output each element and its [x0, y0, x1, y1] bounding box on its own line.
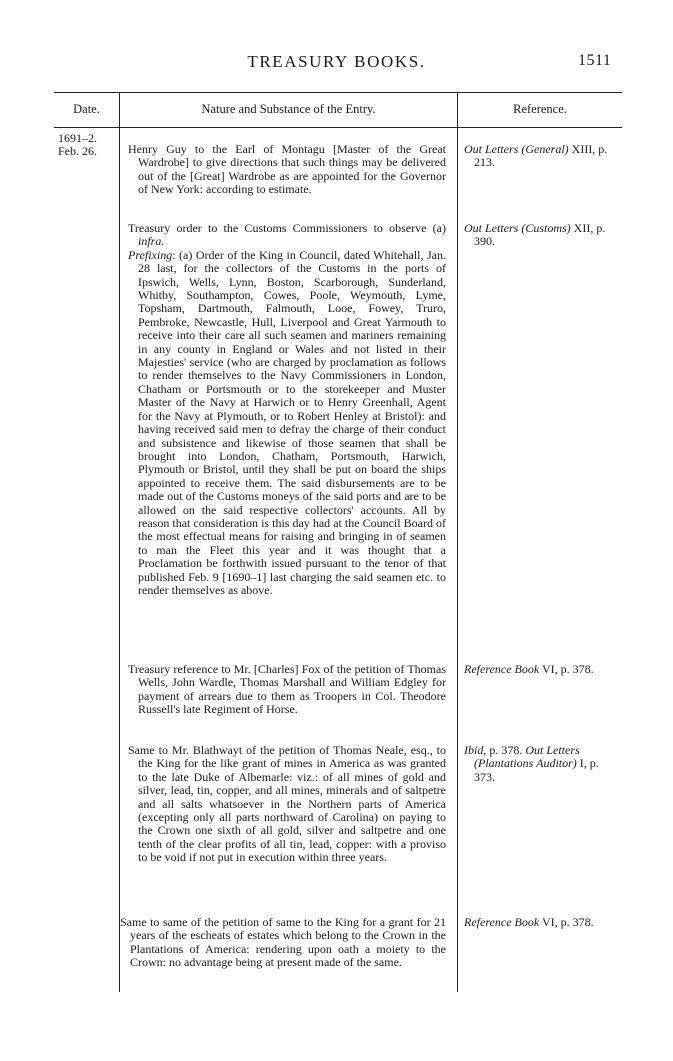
- entry-1-text: [128, 143, 446, 197]
- entry-2-reference: [464, 222, 622, 249]
- entry-3-reference: [464, 663, 622, 676]
- entry-4-reference: [464, 744, 622, 784]
- column-divider-date: [119, 92, 120, 992]
- entry-2-text: [128, 222, 446, 597]
- entry-3-ref-source: Reference Book: [464, 662, 540, 676]
- running-head: [0, 50, 673, 74]
- entry-5-reference: [464, 916, 622, 929]
- entry-2-order: Treasury order to the Customs Commissioners to observe (a): [128, 221, 446, 235]
- column-divider-reference: [457, 92, 458, 992]
- entry-3-text: [128, 663, 446, 717]
- entry-2-ref-location: XII, p. 390.: [474, 221, 606, 249]
- entry-5-ref-source: Reference Book: [464, 915, 540, 929]
- entry-2-prefix-label: Prefixing: [128, 247, 173, 262]
- entry-1-ref-location: XIII, p. 213.: [474, 142, 608, 170]
- entry-2-order-infra: infra.: [138, 234, 165, 249]
- date-cell: [58, 132, 118, 159]
- entry-4-text: [128, 744, 446, 865]
- entry-5-ref-location: VI, p. 378.: [539, 915, 594, 929]
- date-day: Feb. 26.: [58, 144, 97, 159]
- page-number: 1511: [578, 52, 612, 69]
- running-title: TREASURY BOOKS.: [247, 52, 426, 71]
- entry-1-ref-source: Out Letters (General): [464, 142, 569, 156]
- date-year: 1691–2.: [58, 131, 97, 145]
- header-rule: [54, 127, 622, 128]
- entry-3-body: Treasury reference to Mr. [Charles] Fox of the petition of Thomas Wells, John Wardle, Thomas Marshall and William Edgley for payment of arrears due to them as Troopers in Col. Theodore Russell's late Regiment of Horse.: [128, 662, 446, 717]
- entry-2-ref-source: Out Letters (Customs): [464, 221, 571, 235]
- entry-4-ref-ibid: Ibid: [464, 743, 484, 757]
- entry-2-prefix-body: : (a) Order of the King in Council, dated Whitehall, Jan. 28 last, for the collectors of the Customs in the ports of Ipswich, Wells, Lynn, Boston, Scarborough, Sunderland, Whitby, Southampton, Cowes, Poole, Weymouth, Lyme, Topsham, Dartmouth, Falmouth, Looe, Fowey, Truro, Pembroke, Newcastle, Hull, Liverpool and Great Yarmouth to receive into their care all such seamen and mariners remaining in any county in England or Wales and not listed in their Majesties' service (who are charged by proclamation as follows to render themselves to the Navy Commissioners in London, Chatham or Portsmouth or to the storekeeper and Muster Master of the Navy at Harwich or to Henry Greenhall, Agent for the Navy at Plymouth, or to Robert Henley at Bristol): and having received said men to defray the charge of their conduct and subsistence and likewise of those seamen that shall be brought into London, Chatham, Portsmouth, Harwich, Plymouth or Bristol, until they shall be put on board the ships appointed to receive them. The said disbursements are to be made out of the Customs moneys of the said ports and are to be allowed on the said respective collectors' accounts. All by reason that consideration is this day had at the Council Board of the most effectual means for raising and bringing in of seamen to man the Fleet this year and it was thought that a Proclamation be forthwith issued pursuant to the tenor of that published Feb. 9 [1690–1] last charging the said seamen etc. to render themselves as above.: [138, 247, 446, 597]
- entry-5-body: Same to same of the petition of same to the King for a grant for 21 years of the escheats of estates which belong to the Crown in the Plantations of America: rendering upon oath a moiety to the Crown: no advantage being at present made of the same.: [120, 915, 446, 970]
- entry-table: [54, 92, 622, 995]
- entry-4-ref-page: , p. 378.: [483, 743, 526, 757]
- column-header-nature: Nature and Substance of the Entry.: [201, 102, 376, 116]
- table-top-rule: [54, 92, 622, 93]
- entry-5-text: [120, 916, 446, 970]
- entry-1-reference: [464, 143, 622, 170]
- entry-4-ref-location: I, p. 373.: [474, 756, 599, 784]
- entry-4-body: Same to Mr. Blathwayt of the petition of Thomas Neale, esq., to the King for the like grant of mines in America as was granted to the late Duke of Albemarle: viz.: of all mines of gold and silver, lead, tin, copper, and all mines, minerals and of saltpetre and all salts whatsoever in the Northern parts of America (excepting only all parts northward of Carolina) on paying to the Crown one sixth of all gold, silver and saltpetre and one tenth of the clear profits of all tin, lead, copper: with a proviso to be void if not put in execution within three years.: [128, 743, 446, 865]
- entry-3-ref-location: VI, p. 378.: [539, 662, 594, 676]
- column-header-date: Date.: [73, 102, 100, 116]
- entry-4-ref-source: Out Letters (Plantations Auditor): [474, 743, 580, 771]
- column-header-reference: Reference.: [513, 102, 567, 116]
- entry-1-body: Henry Guy to the Earl of Montagu [Master of the Great Wardrobe] to give directions that such things may be delivered out of the [Great] Wardrobe as are appointed for the Governor of New York: according to estimate.: [128, 142, 446, 197]
